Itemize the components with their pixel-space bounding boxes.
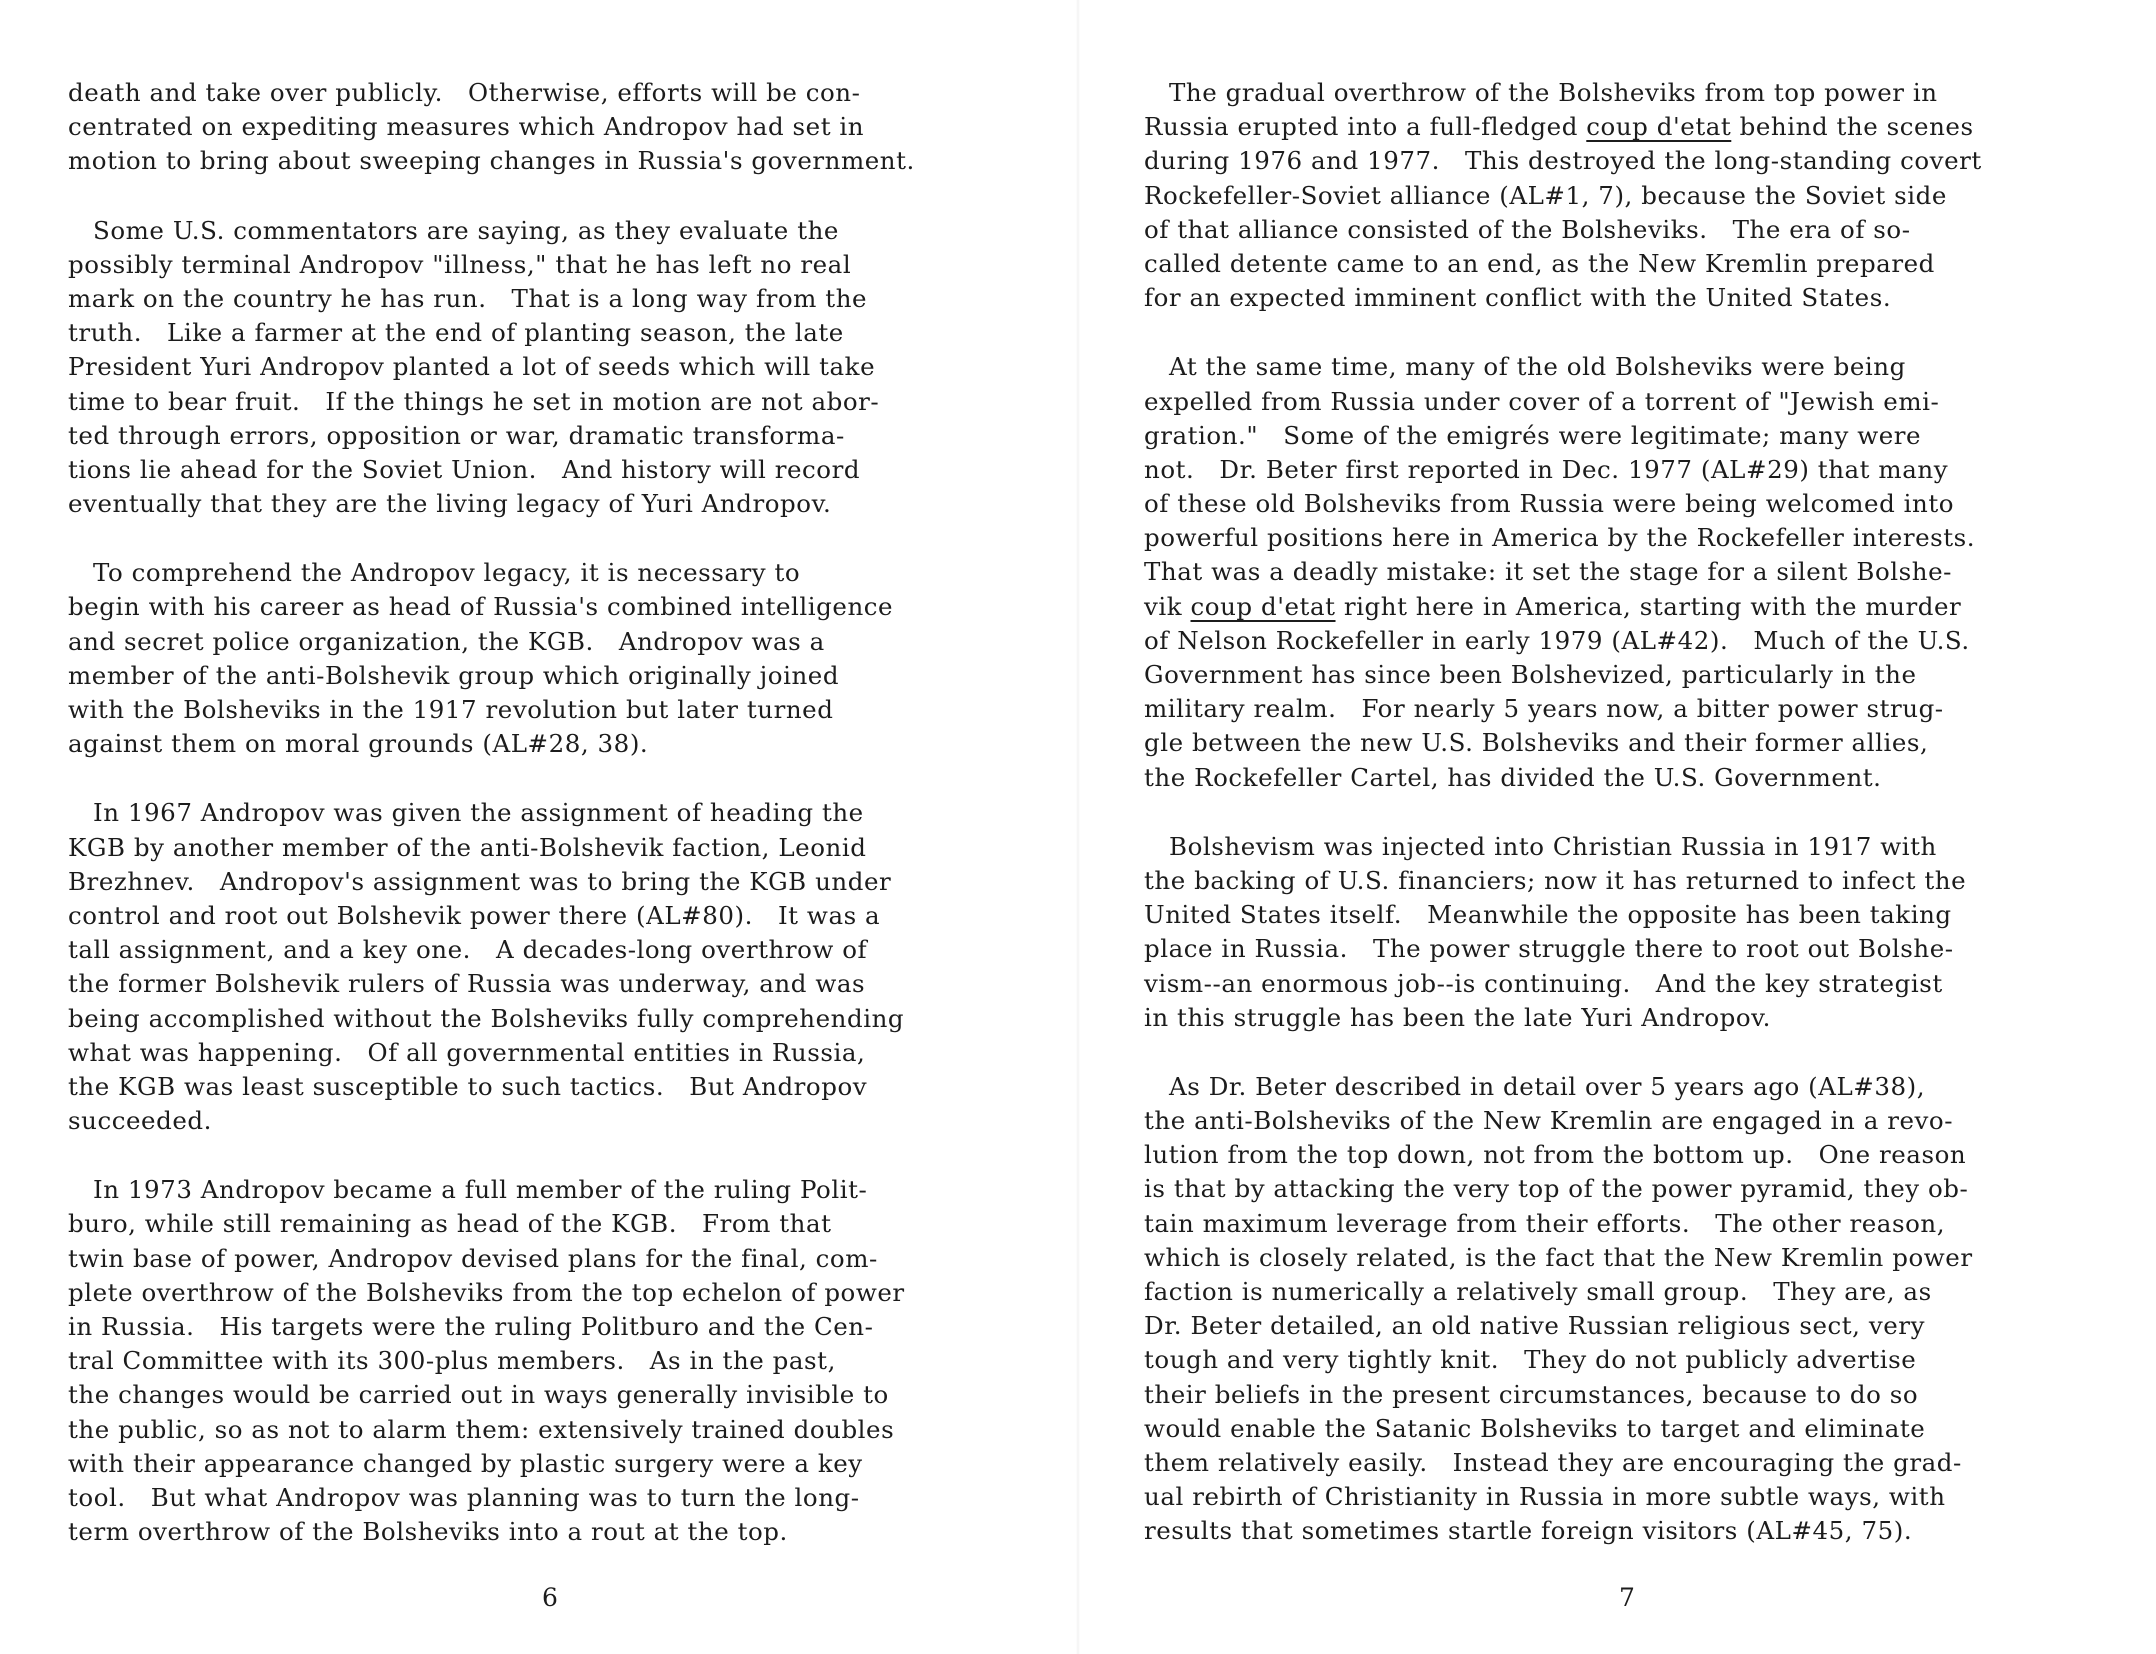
text-line: gration." Some of the emigrés were legitimate; many were	[1144, 420, 1922, 450]
text-line: President Yuri Andropov planted a lot of seeds which will take	[68, 352, 876, 382]
text-line: ual rebirth of Christianity in Russia in more subtle ways, with	[1144, 1482, 1946, 1512]
paragraph	[68, 76, 1048, 179]
text-line: succeeded.	[68, 1106, 212, 1136]
text-line: tall assignment, and a key one. A decades-long overthrow of	[68, 935, 868, 965]
text-line: for an expected imminent conflict with the United States.	[1144, 283, 1892, 313]
text-line: the backing of U.S. financiers; now it has returned to infect the	[1144, 865, 1967, 895]
text-line: buro, while still remaining as head of the KGB. From that	[68, 1209, 832, 1239]
paragraph	[1144, 76, 2124, 315]
text-line: tough and very tightly knit. They do not publicly advertise	[1144, 1345, 1917, 1375]
text-line: term overthrow of the Bolsheviks into a rout at the top.	[68, 1517, 788, 1547]
text-line: plete overthrow of the Bolsheviks from the top echelon of power	[68, 1277, 905, 1307]
text-line: their beliefs in the present circumstances, because to do so	[1144, 1379, 1919, 1409]
paragraph	[1144, 830, 2124, 1035]
text-line: motion to bring about sweeping changes in Russia's government.	[68, 146, 915, 176]
text-line: the anti-Bolsheviks of the New Kremlin are engaged in a revo-	[1144, 1106, 1954, 1136]
text-line: death and take over publicly. Otherwise, efforts will be con-	[68, 78, 861, 107]
text-line: the former Bolshevik rulers of Russia was underway, and was	[68, 969, 866, 999]
underlined-phrase: coup d'etat	[1586, 112, 1732, 142]
text-line: vik coup d'etat right here in America, starting with the murder	[1144, 591, 1962, 621]
paragraph	[68, 556, 1048, 761]
text-line: during 1976 and 1977. This destroyed the long-standing covert	[1144, 146, 1982, 176]
text-line: As Dr. Beter described in detail over 5 years ago (AL#38),	[1144, 1071, 1926, 1101]
text-line: the public, so as not to alarm them: extensively trained doubles	[68, 1414, 895, 1444]
text-line: Brezhnev. Andropov's assignment was to bring the KGB under	[68, 866, 892, 896]
text-line: in Russia. His targets were the ruling Politburo and the Cen-	[68, 1312, 874, 1341]
paragraph	[68, 214, 1048, 522]
text-line: control and root out Bolshevik power there (AL#80). It was a	[68, 900, 881, 930]
text-line: of these old Bolsheviks from Russia were being welcomed into	[1144, 489, 1955, 519]
text-line: centrated on expediting measures which Andropov had set in	[68, 112, 865, 142]
text-line: the Rockefeller Cartel, has divided the U.S. Government.	[1144, 762, 1882, 792]
text-line: tral Committee with its 300-plus members. As in the past,	[68, 1346, 836, 1376]
text-line: KGB by another member of the anti-Bolshevik faction, Leonid	[68, 832, 867, 862]
text-line: That was a deadly mistake: it set the stage for a silent Bolshe-	[1144, 557, 1952, 587]
text-line: would enable the Satanic Bolsheviks to target and eliminate	[1144, 1413, 1926, 1443]
text-line: in this struggle has been the late Yuri Andropov.	[1144, 1002, 1771, 1032]
text-line: possibly terminal Andropov "illness," that he has left no real	[68, 249, 852, 279]
paragraph	[68, 1173, 1048, 1549]
text-line: results that sometimes startle foreign visitors (AL#45, 75).	[1144, 1516, 1913, 1546]
text-column	[68, 76, 1048, 1584]
text-line: the KGB was least susceptible to such tactics. But Andropov	[68, 1071, 868, 1101]
paragraph	[1144, 1070, 2124, 1549]
text-line: Bolshevism was injected into Christian Russia in 1917 with	[1144, 831, 1937, 861]
underlined-phrase: coup d'etat	[1190, 591, 1336, 621]
text-line: The gradual overthrow of the Bolsheviks from top power in	[1144, 78, 1938, 107]
page-right	[1078, 0, 2156, 1654]
text-line: gle between the new U.S. Bolsheviks and their former allies,	[1144, 728, 1929, 758]
text-line: begin with his career as head of Russia's combined intelligence	[68, 592, 894, 622]
text-line: tool. But what Andropov was planning was to turn the long-	[68, 1482, 860, 1512]
text-line: ted through errors, opposition or war, dramatic transforma-	[68, 420, 845, 450]
text-line: with the Bolsheviks in the 1917 revolution but later turned	[68, 695, 834, 724]
text-line: and secret police organization, the KGB. Andropov was a	[68, 626, 825, 656]
text-line: against them on moral grounds (AL#28, 38).	[68, 729, 649, 759]
text-line: mark on the country he has run. That is a long way from the	[68, 283, 868, 313]
text-line: faction is numerically a relatively small group. They are, as	[1144, 1277, 1932, 1306]
text-line: the changes would be carried out in ways generally invisible to	[68, 1380, 889, 1410]
text-line: To comprehend the Andropov legacy, it is necessary to	[68, 558, 801, 588]
text-line: member of the anti-Bolshevik group which originally joined	[68, 660, 840, 690]
text-line: place in Russia. The power struggle there to root out Bolshe-	[1144, 934, 1954, 964]
text-line: In 1967 Andropov was given the assignment of heading the	[68, 798, 864, 828]
text-line: is that by attacking the very top of the power pyramid, they ob-	[1144, 1174, 1969, 1204]
text-line: truth. Like a farmer at the end of planting season, the late	[68, 318, 844, 348]
text-line: tain maximum leverage from their efforts. The other reason,	[1144, 1208, 1946, 1238]
text-line: called detente came to an end, as the New Kremlin prepared	[1144, 248, 1935, 278]
text-line: Some U.S. commentators are saying, as they evaluate the	[68, 215, 839, 245]
text-line: with their appearance changed by plastic surgery were a key	[68, 1448, 863, 1478]
text-line: tions lie ahead for the Soviet Union. And history will record	[68, 454, 861, 484]
text-line: powerful positions here in America by the Rockefeller interests.	[1144, 523, 1976, 553]
text-line: vism--an enormous job--is continuing. And the key strategist	[1144, 968, 1943, 998]
text-line: military realm. For nearly 5 years now, a bitter power strug-	[1144, 694, 1944, 724]
text-line: Government has since been Bolshevized, particularly in the	[1144, 660, 1917, 689]
text-line: In 1973 Andropov became a full member of the ruling Polit-	[68, 1175, 868, 1205]
text-line: of that alliance consisted of the Bolsheviks. The era of so-	[1144, 214, 1911, 244]
text-line: At the same time, many of the old Bolsheviks were being	[1144, 352, 1906, 382]
paragraph	[1144, 350, 2124, 794]
page-number: 7	[1619, 1583, 1636, 1612]
text-line: Russia erupted into a full-fledged coup d'etat behind the scenes	[1144, 112, 1974, 142]
text-line: of Nelson Rockefeller in early 1979 (AL#42). Much of the U.S.	[1144, 625, 1970, 655]
text-line: which is closely related, is the fact that the New Kremlin power	[1144, 1242, 1973, 1272]
text-line: eventually that they are the living legacy of Yuri Andropov.	[68, 489, 832, 519]
text-line: lution from the top down, not from the bottom up. One reason	[1144, 1140, 1967, 1170]
page-number: 6	[542, 1583, 559, 1612]
text-line: being accomplished without the Bolsheviks fully comprehending	[68, 1003, 905, 1033]
text-line: twin base of power, Andropov devised plans for the final, com-	[68, 1243, 878, 1273]
text-line: Rockefeller-Soviet alliance (AL#1, 7), because the Soviet side	[1144, 180, 1947, 210]
text-line: expelled from Russia under cover of a torrent of "Jewish emi-	[1144, 386, 1940, 416]
text-line: them relatively easily. Instead they are encouraging the grad-	[1144, 1447, 1962, 1477]
text-line: not. Dr. Beter first reported in Dec. 1977 (AL#29) that many	[1144, 454, 1949, 484]
text-column	[1144, 76, 2124, 1584]
text-line: United States itself. Meanwhile the opposite has been taking	[1144, 900, 1952, 930]
text-line: time to bear fruit. If the things he set in motion are not abor-	[68, 386, 880, 416]
text-line: Dr. Beter detailed, an old native Russian religious sect, very	[1144, 1311, 1925, 1341]
text-line: what was happening. Of all governmental entities in Russia,	[68, 1037, 866, 1067]
paragraph	[68, 796, 1048, 1138]
